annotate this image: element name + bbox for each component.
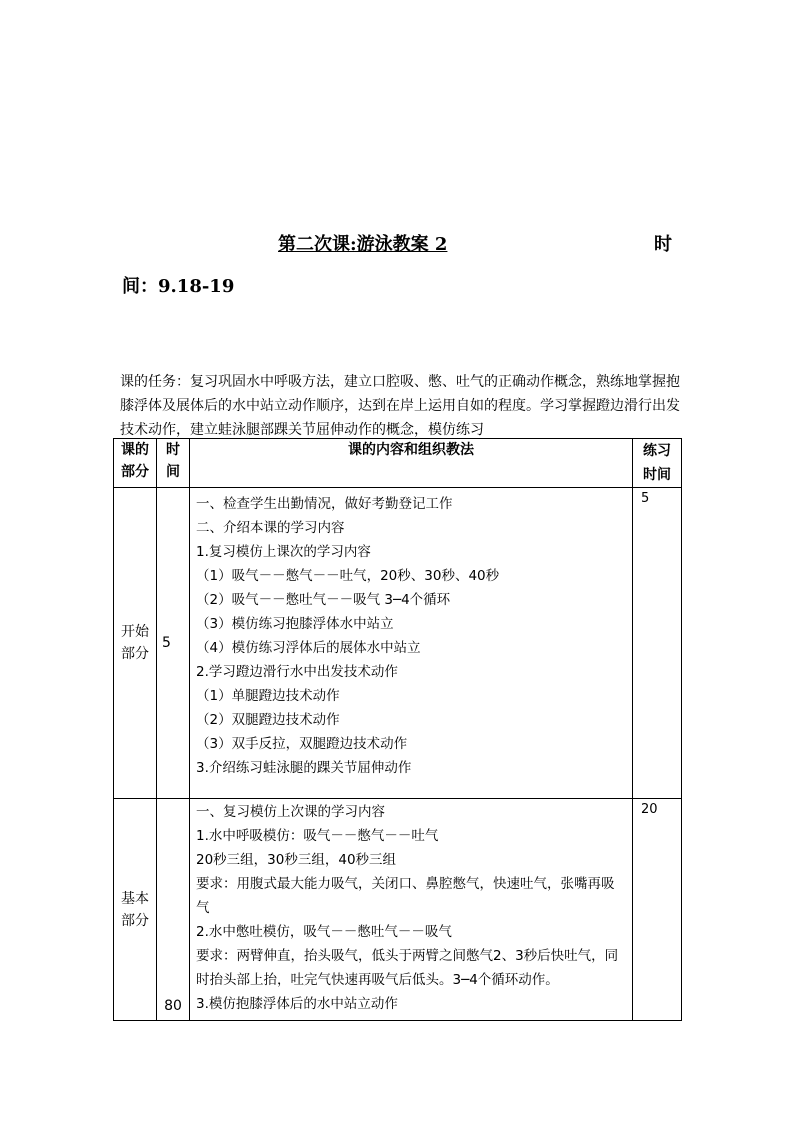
content-line: 一、检查学生出勤情况，做好考勤登记工作 (196, 496, 453, 512)
table-row-start (114, 488, 682, 799)
section-start-label: 开始部分 (121, 624, 149, 662)
content-line: 要求：用腹式最大能力吸气，关闭口、鼻腔憋气，快速吐气，张嘴再吸气 (196, 876, 615, 916)
content-line: 1.复习模仿上课次的学习内容 (196, 544, 371, 560)
content-line: 2.学习蹬边滑行水中出发技术动作 (196, 664, 398, 680)
content-line: 3.介绍练习蛙泳腿的踝关节屈伸动作 (196, 760, 412, 776)
content-line: 要求：两臂伸直，抬头吸气，低头于两臂之间憋气2、3秒后快吐气，同时抬头部上抬，吐完气快速再吸气后低头。3─4个循环动作。 (196, 948, 619, 988)
time-value: 间：9.18-19 (122, 276, 235, 297)
lesson-plan-table (113, 438, 682, 1021)
time-label: 时 (654, 234, 672, 255)
section-start (114, 488, 157, 799)
content-line: 一、复习模仿上次课的学习内容 (196, 804, 385, 820)
header-time (157, 439, 190, 488)
table-row-basic (114, 799, 682, 1021)
practice-basic: 20 (633, 799, 682, 1021)
content-start (190, 488, 633, 799)
lesson-task: 课的任务：复习巩固水中呼吸方法，建立口腔吸、憋、吐气的正确动作概念，熟练地掌握抱膝浮体及展体后的水中站立动作顺序，达到在岸上运用自如的程度。学习掌握蹬边滑行出发技术动作，建立蛙泳腿部踝关节屈伸动作的概念，模仿练习 (120, 374, 680, 438)
content-line: 20秒三组，30秒三组，40秒三组 (196, 852, 397, 868)
content-line: （3）双手反拉，双腿蹬边技术动作 (196, 736, 408, 752)
section-basic-label: 基本部分 (121, 890, 149, 929)
content-basic (190, 799, 633, 1021)
page-title: 第二次课:游泳教案 2 (278, 234, 448, 255)
content-line: 3.模仿抱膝浮体后的水中站立动作 (196, 996, 398, 1012)
practice-start: 5 (633, 488, 682, 799)
content-line: （2）吸气－－憋吐气－－吸气 3─4个循环 (196, 592, 451, 608)
header-practice-label: 练习时间 (643, 443, 671, 483)
content-line: （3）模仿练习抱膝浮体水中站立 (196, 616, 394, 632)
content-line: 1.水中呼吸模仿：吸气－－憋气－－吐气 (196, 828, 439, 844)
table-header-row (114, 439, 682, 488)
header-section-label: 课的部分 (121, 442, 149, 480)
content-line: （1）吸气－－憋气－－吐气，20秒、30秒、40秒 (196, 568, 500, 584)
content-line: （4）模仿练习浮体后的展体水中站立 (196, 640, 421, 656)
header-time-label: 时间 (166, 442, 180, 480)
time-basic: 80 (157, 799, 190, 1021)
content-line: （2）双腿蹬边技术动作 (196, 712, 340, 728)
time-start: 5 (157, 488, 190, 799)
header-practice (633, 439, 682, 488)
content-line: （1）单腿蹬边技术动作 (196, 688, 340, 704)
content-line: 二、介绍本课的学习内容 (196, 520, 345, 536)
header-section (114, 439, 157, 488)
content-line: 2.水中憋吐模仿，吸气－－憋吐气－－吸气 (196, 924, 452, 940)
section-basic (114, 799, 157, 1021)
header-content: 课的内容和组织教法 (190, 439, 633, 488)
